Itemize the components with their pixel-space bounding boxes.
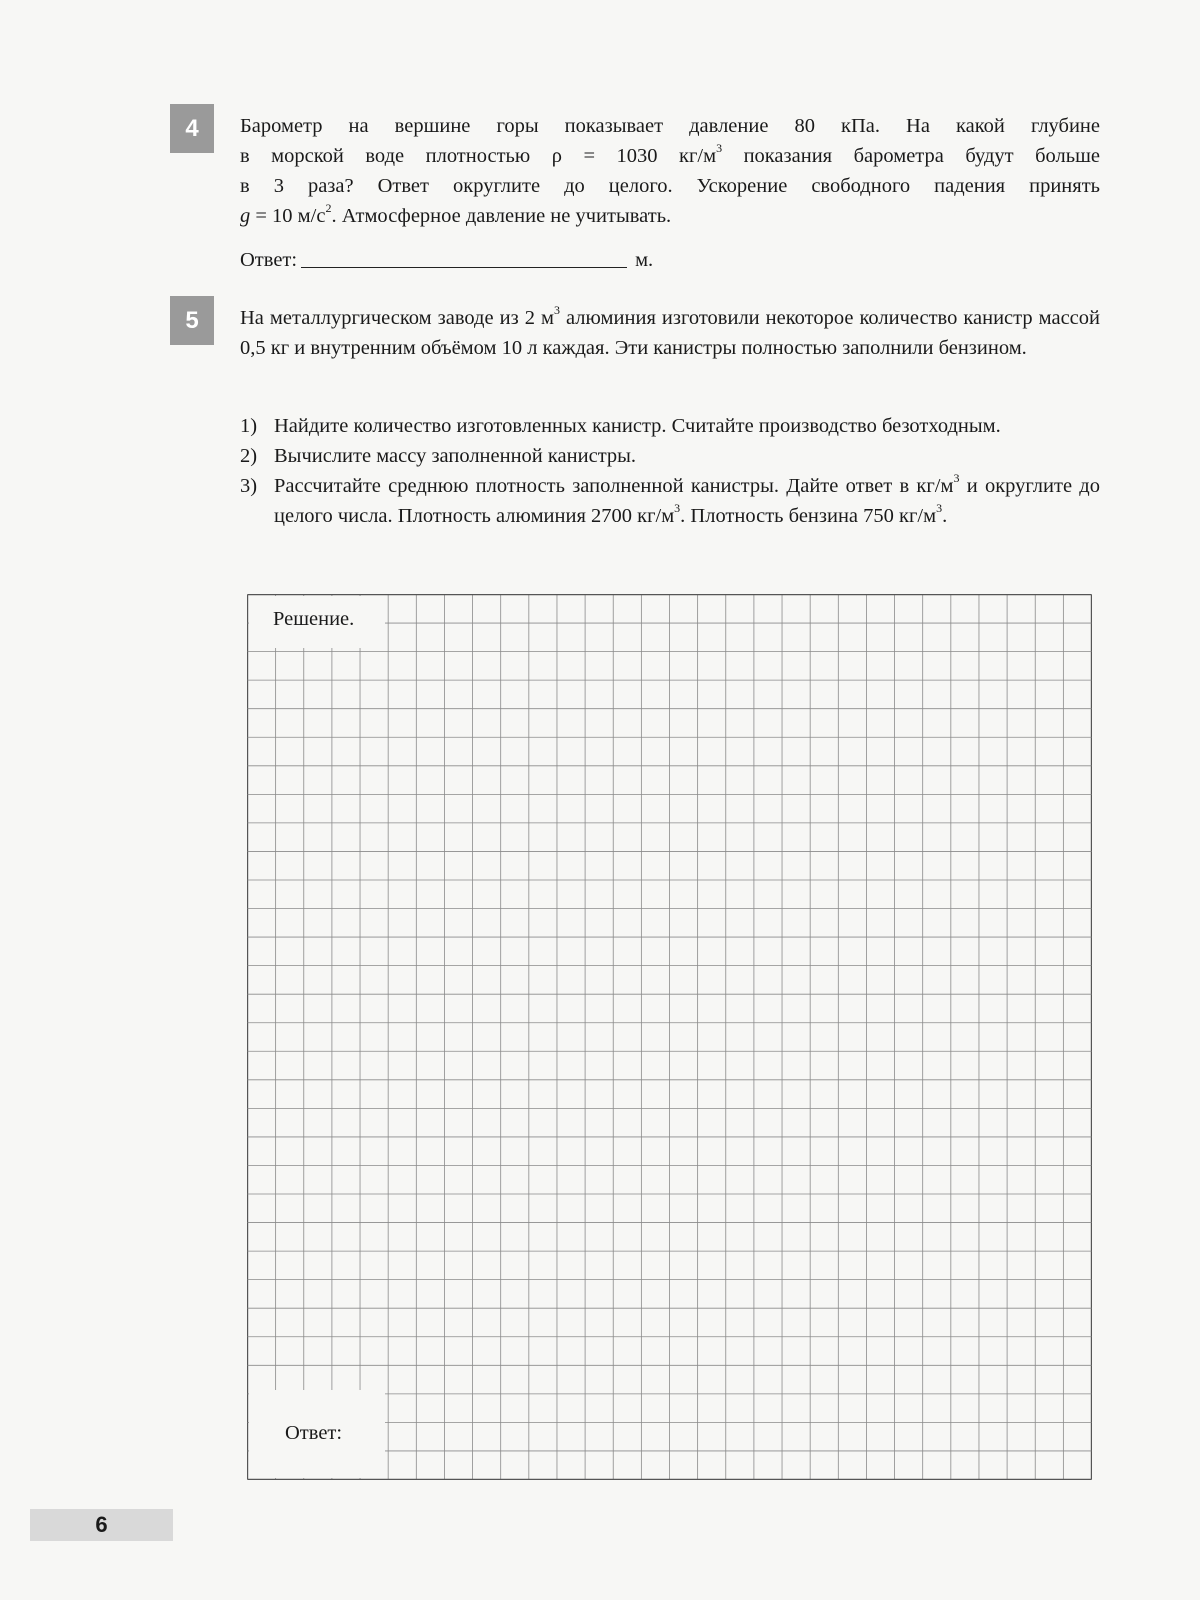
question-number: 2) [240, 445, 258, 467]
task-4-line-2b: показания барометра будут больше [722, 145, 1100, 167]
question-number: 3) [240, 475, 258, 497]
task-5-intro [240, 303, 1100, 363]
task-4-line-2-sup: 3 [716, 141, 723, 156]
task-5-questions [240, 411, 1100, 531]
task-4-answer-line [240, 245, 653, 275]
task-4-line-4-sup: 2 [325, 201, 332, 216]
task-5-question-3 [240, 471, 1100, 531]
answer-label-box [249, 1390, 385, 1478]
task-4-line-3: в 3 раза? Ответ округлите до целого. Ускорение свободного падения принять [240, 175, 1100, 197]
q3-text-b: и округлите до целого числа. Плотность алюминия 2700 кг/м [274, 475, 1100, 527]
solution-label: Решение. [273, 608, 355, 630]
page-number: 6 [30, 1509, 173, 1541]
task-5-question-1 [240, 411, 1100, 441]
task-4-line-1: Барометр на вершине горы показывает давление 80 кПа. На какой глубине [240, 115, 1100, 137]
q3-text-d: . [942, 505, 948, 527]
task-5-intro-a: На металлургическом заводе из 2 м [240, 307, 554, 329]
task-4-answer-label: Ответ: [240, 249, 298, 271]
task-4-answer-blank[interactable] [301, 266, 627, 268]
q3-text-a: Рассчитайте среднюю плотность заполненной канистры. Дайте ответ в кг/м [274, 475, 954, 497]
question-text: Найдите количество изготовленных канистр. Считайте производство безотходным. [274, 415, 1001, 437]
solution-grid-lines [247, 594, 1092, 1480]
q3-sup-a: 3 [953, 471, 960, 486]
task-4-answer-unit: м. [635, 249, 654, 271]
question-text [274, 471, 1100, 531]
solution-label-box [249, 596, 385, 648]
q3-sup-c: 3 [936, 501, 943, 516]
grid-answer-label: Ответ: [285, 1422, 343, 1444]
task-4-line-4b: = 10 м/с [250, 205, 326, 227]
task-4-line-2 [240, 141, 1100, 171]
question-text: Вычислите массу заполненной канистры. [274, 445, 637, 467]
q3-sup-b: 3 [674, 501, 681, 516]
task-4-number-badge: 4 [170, 104, 214, 153]
solution-grid[interactable] [247, 594, 1092, 1485]
task-5-question-2 [240, 441, 1100, 471]
task-5-intro-b: алюминия изготовили некоторое количество канистр массой 0,5 кг и внутренним объёмом 10 л каждая. Эти канистры полностью заполнили бензином. [240, 307, 1100, 359]
task-4-text [240, 111, 1100, 231]
question-number: 1) [240, 415, 258, 437]
task-4-line-4c: . Атмосферное давление не учитывать. [331, 205, 672, 227]
q3-text-c: . Плотность бензина 750 кг/м [680, 505, 937, 527]
task-5-number-badge: 5 [170, 296, 214, 345]
task-4-line-2a: в морской воде плотностью ρ = 1030 кг/м [240, 145, 717, 167]
task-5-intro-sup: 3 [553, 303, 560, 318]
task-4-line-4 [240, 201, 1100, 231]
task-4-g-symbol: g [240, 205, 251, 227]
